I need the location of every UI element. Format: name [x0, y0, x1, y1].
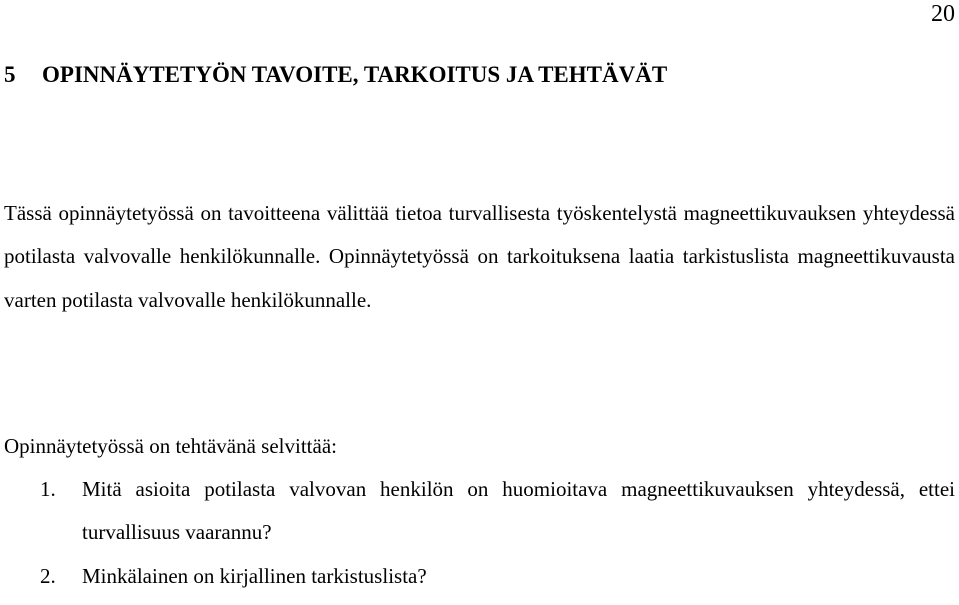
- list-item: [4, 468, 955, 555]
- section-number: 5: [4, 62, 16, 87]
- section-title: OPINNÄYTETYÖN TAVOITE, TARKOITUS JA TEHTÄVÄT: [42, 62, 668, 87]
- list-item-text: Mitä asioita potilasta valvovan henkilön on huomioitava magneettikuvauksen yhteydessä, ettei turvallisuus vaarannu?: [82, 477, 955, 545]
- page-number: 20: [931, 1, 955, 27]
- task-list: [4, 468, 955, 598]
- list-item-marker: 2.: [40, 563, 56, 588]
- section-heading: [4, 60, 667, 90]
- list-item-marker: 1.: [40, 477, 56, 501]
- list-item: [4, 555, 955, 598]
- intro-paragraph: Tässä opinnäytetyössä on tavoitteena välittää tietoa turvallisesta työskentelystä magneettikuvauksen yhteydessä potilasta valvovalle henkilökunnalle. Opinnäytetyössä on tarkoituksena laatia tarkistuslista magneettikuvausta varten potilasta valvovalle henkilökunnalle.: [4, 201, 955, 312]
- list-item-text: Minkälainen on kirjallinen tarkistuslista?: [82, 563, 427, 588]
- task-intro-paragraph: Opinnäytetyössä on tehtävänä selvittää:: [4, 434, 337, 458]
